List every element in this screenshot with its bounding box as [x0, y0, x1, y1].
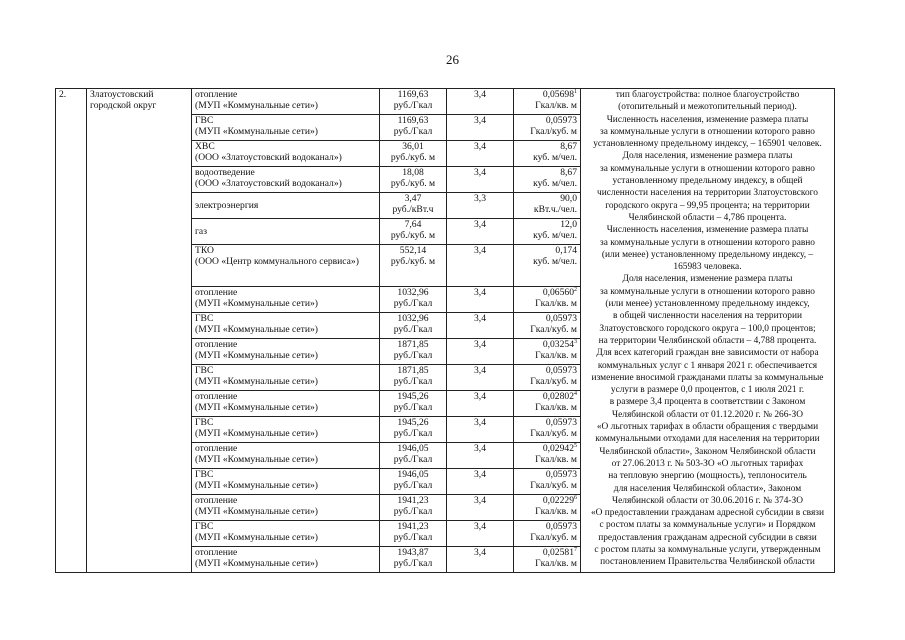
service-provider: (МУП «Коммунальные сети»): [195, 350, 318, 361]
note-line: коммунальными отходами для населения на территории: [595, 434, 820, 445]
norm-unit: Гкал/куб. м: [530, 376, 577, 387]
service-cell: [192, 313, 380, 339]
tariff-value: 1871,85: [397, 365, 429, 376]
tariff-unit: руб./Гкал: [393, 324, 433, 335]
norm-cell: [514, 313, 581, 339]
note-line: с ростом платы за коммунальные услуги, утвержденным: [594, 544, 821, 555]
note-line: (отопительный и межотопительный период).: [618, 102, 797, 113]
percent-cell: [447, 115, 514, 141]
tariff-unit: руб./Гкал: [393, 350, 433, 361]
norm-cell: [514, 141, 581, 167]
service-provider: (МУП «Коммунальные сети»): [195, 324, 318, 335]
service-name: ГВС: [195, 521, 214, 532]
percent-cell: [447, 339, 514, 365]
norm-value: 0,02942: [542, 443, 574, 454]
note-line: за коммунальные услуги в отношении которого равно: [599, 126, 815, 137]
note-line: (или менее) установленному предельному индексу,: [605, 299, 810, 310]
note-line: Доля населения, изменение размера платы: [622, 151, 793, 162]
note-line: установленному предельному индексу, – 165901 человек.: [593, 139, 822, 150]
footnote-marker: 2: [574, 286, 577, 293]
tariff-value: 1032,96: [397, 313, 429, 324]
percent-cell: [447, 521, 514, 547]
norm-value: 90,0: [560, 193, 577, 204]
tariff-value: 1169,63: [397, 89, 429, 100]
norm-unit: куб. м/чел.: [533, 152, 577, 163]
service-cell: [192, 365, 380, 391]
note-line: за коммунальные услуги в отношении которого равно: [599, 286, 815, 297]
norm-cell: [514, 115, 581, 141]
tariff-unit: руб./Гкал: [393, 558, 433, 569]
service-name: отопление: [195, 495, 238, 506]
service-provider: (ООО «Центр коммунального сервиса»): [195, 256, 359, 267]
percent-value: 3,4: [474, 495, 486, 506]
service-cell: [192, 521, 380, 547]
norm-unit: куб. м/чел.: [533, 256, 577, 267]
table-row: [56, 89, 835, 115]
percent-cell: [447, 89, 514, 115]
service-name: ГВС: [195, 313, 214, 324]
tariff-cell: [380, 89, 447, 115]
norm-cell: [514, 391, 581, 417]
percent-value: 3,4: [474, 245, 486, 256]
tariff-unit: руб./Гкал: [393, 126, 433, 137]
service-provider: (МУП «Коммунальные сети»): [195, 454, 318, 465]
tariff-cell: [380, 167, 447, 193]
norm-value: 0,02581: [542, 547, 574, 558]
norm-unit: Гкал/кв. м: [535, 506, 577, 517]
tariff-value: 36,01: [402, 141, 424, 152]
service-cell: [192, 287, 380, 313]
percent-cell: [447, 167, 514, 193]
service-provider: (МУП «Коммунальные сети»): [195, 376, 318, 387]
norm-cell: [514, 547, 581, 573]
footnote-marker: 7: [574, 546, 577, 553]
norm-value: 0,02802: [542, 391, 574, 402]
norm-cell: [514, 521, 581, 547]
norm-unit: Гкал/кв. м: [535, 350, 577, 361]
service-name: электроэнергия: [195, 200, 259, 211]
tariff-cell: [380, 219, 447, 245]
norm-unit: Гкал/куб. м: [530, 126, 577, 137]
service-cell: [192, 417, 380, 443]
norm-cell: [514, 469, 581, 495]
tariff-value: 7,64: [404, 219, 422, 230]
service-name: отопление: [195, 89, 238, 100]
tariff-unit: руб./Гкал: [393, 480, 433, 491]
tariff-value: 1169,63: [397, 115, 429, 126]
norm-unit: Гкал/кв. м: [535, 558, 577, 569]
norm-unit: Гкал/куб. м: [530, 532, 577, 543]
note-line: установленному предельному индексу, в общей: [612, 176, 803, 187]
note-line: услуги в размере 0,0 процентов, с 1 июля 2021 г.: [610, 385, 805, 396]
service-name: отопление: [195, 287, 238, 298]
percent-value: 3,4: [474, 417, 486, 428]
note-line: постановлением Правительства Челябинской области: [600, 557, 815, 568]
norm-cell: [514, 443, 581, 469]
service-provider: (МУП «Коммунальные сети»): [195, 402, 318, 413]
note-line: численности населения на территории Златоустовского: [597, 188, 818, 199]
service-name: газ: [195, 226, 207, 237]
note-line: за коммунальные услуги в отношении которого равно: [599, 237, 815, 248]
percent-cell: [447, 495, 514, 521]
note-line: коммунальных услуг с 1 января 2021 г. обеспечивается: [597, 360, 818, 371]
service-cell: [192, 443, 380, 469]
percent-value: 3,4: [474, 115, 486, 126]
service-name: ГВС: [195, 469, 214, 480]
percent-value: 3,4: [474, 469, 486, 480]
note-line: для населения Челябинской области», Законом: [613, 483, 802, 494]
norm-cell: [514, 339, 581, 365]
note-line: за коммунальные услуги в отношении которого равно: [599, 163, 815, 174]
tariff-table: [55, 88, 835, 573]
municipality-cell: [87, 89, 192, 573]
note-line: Златоустовского городского округа – 100,0 процентов;: [599, 323, 816, 334]
norm-value: 8,67: [560, 141, 577, 152]
norm-value: 8,67: [560, 167, 577, 178]
percent-cell: [447, 287, 514, 313]
norm-cell: [514, 365, 581, 391]
row-number-cell: [56, 89, 87, 573]
service-cell: [192, 339, 380, 365]
tariff-unit: руб./Гкал: [393, 506, 433, 517]
percent-value: 3,4: [474, 391, 486, 402]
service-provider: (МУП «Коммунальные сети»): [195, 100, 318, 111]
note-line: на тепловую энергию (мощность), теплоноситель: [608, 471, 807, 482]
tariff-unit: руб./куб. м: [390, 152, 436, 163]
percent-cell: [447, 469, 514, 495]
service-name: отопление: [195, 339, 238, 350]
norm-value: 0,05973: [545, 521, 577, 532]
percent-value: 3,4: [474, 547, 486, 558]
service-provider: (МУП «Коммунальные сети»): [195, 506, 318, 517]
norm-value: 0,05973: [545, 365, 577, 376]
tariff-value: 1943,87: [397, 547, 429, 558]
tariff-unit: руб./Гкал: [393, 402, 433, 413]
norm-cell: [514, 89, 581, 115]
percent-value: 3,4: [474, 219, 486, 230]
percent-cell: [447, 391, 514, 417]
tariff-unit: руб./Гкал: [393, 454, 433, 465]
norm-value: 0,05973: [545, 313, 577, 324]
footnote-marker: 5: [574, 442, 577, 449]
service-name: водоотведение: [195, 167, 255, 178]
percent-value: 3,4: [474, 443, 486, 454]
service-provider: (ООО «Златоустовский водоканал»): [195, 152, 342, 163]
tariff-value: 3,47: [404, 193, 422, 204]
note-line: в размере 3,4 процента в соответствии с Законом: [609, 397, 806, 408]
norm-cell: [514, 287, 581, 313]
note-line: Доля населения, изменение размера платы: [622, 274, 793, 285]
tariff-cell: [380, 365, 447, 391]
percent-cell: [447, 313, 514, 339]
norm-unit: кВт.ч./чел.: [533, 204, 577, 215]
service-cell: [192, 219, 380, 245]
service-cell: [192, 391, 380, 417]
tariff-value: 18,08: [402, 167, 424, 178]
service-provider: (МУП «Коммунальные сети»): [195, 126, 318, 137]
service-provider: (МУП «Коммунальные сети»): [195, 428, 318, 439]
norm-unit: Гкал/кв. м: [535, 298, 577, 309]
note-line: Челябинской области – 4,786 процента.: [628, 212, 787, 223]
tariff-cell: [380, 313, 447, 339]
note-line: в общей численности населения на территории: [613, 311, 802, 322]
footnote-marker: 1: [574, 88, 577, 95]
note-line: «О льготных тарифах в области обращения с твердыми: [596, 422, 819, 433]
percent-cell: [447, 245, 514, 287]
service-name: отопление: [195, 547, 238, 558]
norm-cell: [514, 167, 581, 193]
service-provider: (МУП «Коммунальные сети»): [195, 480, 318, 491]
percent-value: 3,3: [474, 193, 486, 204]
tariff-value: 1941,23: [397, 495, 429, 506]
tariff-value: 552,14: [399, 245, 427, 256]
tariff-value: 1946,05: [397, 443, 429, 454]
tariff-value: 1032,96: [397, 287, 429, 298]
tariff-cell: [380, 245, 447, 287]
tariff-cell: [380, 115, 447, 141]
tariff-unit: руб./Гкал: [393, 298, 433, 309]
tariff-cell: [380, 521, 447, 547]
norm-value: 0,05973: [545, 417, 577, 428]
tariff-value: 1946,05: [397, 469, 429, 480]
norm-cell: [514, 193, 581, 219]
row-number: 2.: [59, 89, 67, 100]
percent-cell: [447, 547, 514, 573]
service-name: отопление: [195, 391, 238, 402]
norm-unit: Гкал/кв. м: [535, 100, 577, 111]
norm-value: 0,02229: [542, 495, 574, 506]
tariff-cell: [380, 547, 447, 573]
tariff-unit: руб./Гкал: [393, 428, 433, 439]
tariff-table-body: [56, 89, 835, 573]
service-cell: [192, 495, 380, 521]
percent-value: 3,4: [474, 365, 486, 376]
norm-value: 0,03254: [542, 339, 574, 350]
norm-value: 12,0: [560, 219, 577, 230]
tariff-value: 1945,26: [397, 391, 429, 402]
tariff-cell: [380, 495, 447, 521]
note-line: Численность населения, изменение размера платы: [606, 114, 809, 125]
service-cell: [192, 469, 380, 495]
norm-value: 0,05973: [545, 469, 577, 480]
norm-unit: Гкал/куб. м: [530, 428, 577, 439]
note-line: тип благоустройства: полное благоустройство: [615, 90, 800, 100]
norm-unit: куб. м/чел.: [533, 178, 577, 189]
percent-value: 3,4: [474, 339, 486, 350]
note-line: на территории Челябинской области – 4,788 процента.: [598, 335, 817, 346]
tariff-cell: [380, 193, 447, 219]
note-line: изменение вносимой гражданами платы за коммунальные: [591, 372, 824, 383]
percent-value: 3,4: [474, 287, 486, 298]
norm-cell: [514, 219, 581, 245]
percent-value: 3,4: [474, 141, 486, 152]
service-cell: [192, 141, 380, 167]
tariff-cell: [380, 287, 447, 313]
page-number: 26: [446, 52, 459, 67]
percent-cell: [447, 141, 514, 167]
tariff-unit: руб./куб. м: [390, 230, 436, 241]
service-cell: [192, 547, 380, 573]
note-line: Для всех категорий граждан вне зависимости от набора: [596, 348, 819, 359]
percent-cell: [447, 365, 514, 391]
service-name: ТКО: [195, 245, 214, 256]
percent-cell: [447, 417, 514, 443]
norm-unit: Гкал/кв. м: [535, 402, 577, 413]
tariff-cell: [380, 417, 447, 443]
note-line: от 27.06.2013 г. № 503-ЗО «О льготных тарифах: [611, 458, 804, 469]
municipality-name: Златоустовский городской округ: [90, 89, 157, 111]
norm-unit: Гкал/куб. м: [530, 324, 577, 335]
service-provider: (МУП «Коммунальные сети»): [195, 298, 318, 309]
service-cell: [192, 193, 380, 219]
percent-cell: [447, 219, 514, 245]
service-name: ГВС: [195, 417, 214, 428]
note-line: 165983 человека.: [673, 262, 742, 273]
norm-cell: [514, 417, 581, 443]
service-cell: [192, 167, 380, 193]
norm-value: 0,05973: [545, 115, 577, 126]
note-line: Челябинской области от 30.06.2016 г. № 374-ЗО: [612, 495, 803, 506]
norm-value: 0,174: [555, 245, 577, 256]
service-name: ГВС: [195, 115, 214, 126]
percent-value: 3,4: [474, 313, 486, 324]
tariff-unit: руб./Гкал: [393, 100, 433, 111]
percent-value: 3,4: [474, 167, 486, 178]
tariff-unit: руб./куб. м: [390, 178, 436, 189]
tariff-value: 1945,26: [397, 417, 429, 428]
note-line: Челябинской области», Законом Челябинской области: [599, 446, 816, 457]
service-provider: (МУП «Коммунальные сети»): [195, 532, 318, 543]
note-line: Челябинской области от 01.12.2020 г. № 266-ЗО: [612, 409, 803, 420]
footnote-marker: 3: [574, 338, 577, 345]
tariff-cell: [380, 469, 447, 495]
note-line: городского округа – 99,95 процента; на территории: [605, 200, 810, 211]
percent-value: 3,4: [474, 89, 486, 100]
footnote-marker: 6: [574, 494, 577, 501]
tariff-value: 1871,85: [397, 339, 429, 350]
norm-value: 0,06560: [542, 287, 574, 298]
tariff-unit: руб./Гкал: [393, 532, 433, 543]
service-cell: [192, 89, 380, 115]
percent-value: 3,4: [474, 521, 486, 532]
service-provider: (МУП «Коммунальные сети»): [195, 558, 318, 569]
tariff-cell: [380, 443, 447, 469]
note-cell: [581, 89, 835, 573]
note-line: Численность населения, изменение размера платы: [606, 225, 809, 236]
norm-value: 0,05698: [542, 89, 574, 100]
service-cell: [192, 245, 380, 287]
tariff-cell: [380, 339, 447, 365]
norm-unit: Гкал/куб. м: [530, 480, 577, 491]
tariff-unit: руб./кВт.ч: [392, 204, 434, 215]
service-name: ХВС: [195, 141, 215, 152]
tariff-unit: руб./Гкал: [393, 376, 433, 387]
service-provider: (ООО «Златоустовский водоканал»): [195, 178, 342, 189]
tariff-cell: [380, 391, 447, 417]
norm-cell: [514, 245, 581, 287]
tariff-cell: [380, 141, 447, 167]
percent-cell: [447, 193, 514, 219]
note-line: с ростом платы за коммунальные услуги» и Порядком: [599, 520, 816, 531]
norm-unit: куб. м/чел.: [533, 230, 577, 241]
service-name: ГВС: [195, 365, 214, 376]
tariff-unit: руб./куб. м: [390, 256, 436, 267]
norm-cell: [514, 495, 581, 521]
footnote-marker: 4: [574, 390, 577, 397]
note-line: «О предоставлении гражданам адресной субсидии в связи: [590, 508, 825, 519]
service-name: отопление: [195, 443, 238, 454]
service-cell: [192, 115, 380, 141]
norm-unit: Гкал/кв. м: [535, 454, 577, 465]
note-line: (или менее) установленному предельному индексу, –: [601, 249, 814, 260]
note-line: предоставления гражданам адресной субсидии в связи: [598, 532, 817, 543]
percent-cell: [447, 443, 514, 469]
tariff-value: 1941,23: [397, 521, 429, 532]
